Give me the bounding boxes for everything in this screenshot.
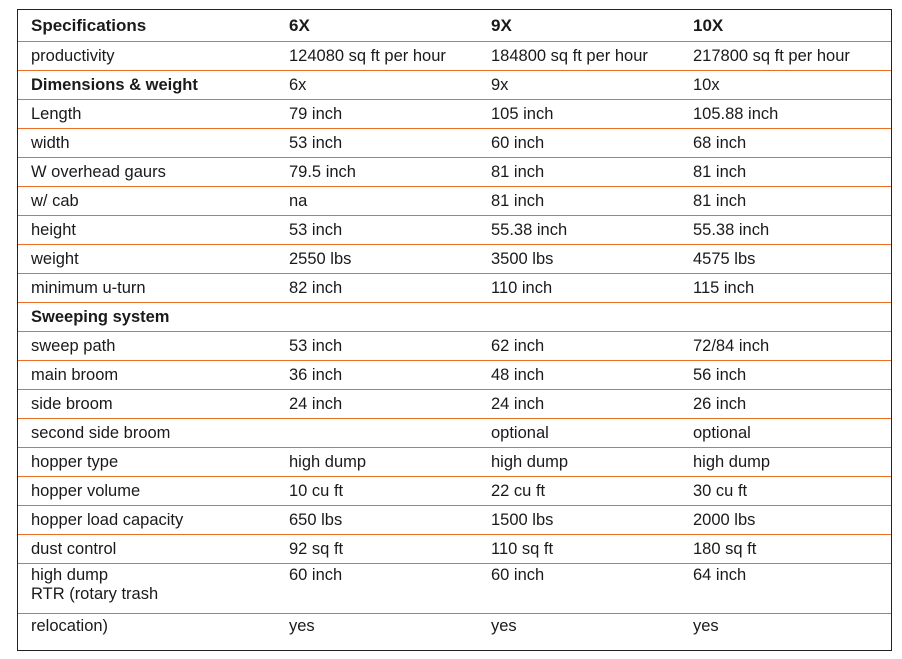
value-10x: 105.88 inch bbox=[681, 100, 891, 129]
section-label: Sweeping system bbox=[18, 303, 277, 332]
value-9x: high dump bbox=[479, 448, 681, 477]
value-6x: 650 lbs bbox=[277, 506, 479, 535]
value-10x: 64 inch bbox=[681, 564, 891, 614]
value-9x bbox=[479, 303, 681, 332]
table-row bbox=[18, 361, 891, 390]
table-row bbox=[18, 42, 891, 71]
specifications-table bbox=[18, 10, 891, 638]
value-9x: 22 cu ft bbox=[479, 477, 681, 506]
value-9x: 81 inch bbox=[479, 158, 681, 187]
value-6x: 124080 sq ft per hour bbox=[277, 42, 479, 71]
value-10x: 2000 lbs bbox=[681, 506, 891, 535]
value-10x: 55.38 inch bbox=[681, 216, 891, 245]
value-6x: yes bbox=[289, 616, 315, 635]
header-6x: 6X bbox=[277, 10, 479, 42]
value-6x: 60 inch bbox=[277, 564, 479, 614]
value-9x: 9x bbox=[479, 71, 681, 100]
section-row-dimensions bbox=[18, 71, 891, 100]
row-label: w/ cab bbox=[18, 187, 277, 216]
row-label-line-2: RTR (rotary trash bbox=[31, 585, 159, 603]
value-10x: 30 cu ft bbox=[681, 477, 891, 506]
row-label: side broom bbox=[18, 390, 277, 419]
value-10x: yes bbox=[693, 616, 719, 635]
value-10x: 81 inch bbox=[681, 158, 891, 187]
row-label: height bbox=[18, 216, 277, 245]
value-6x: 24 inch bbox=[277, 390, 479, 419]
value-10x: 72/84 inch bbox=[681, 332, 891, 361]
table-row bbox=[18, 245, 891, 274]
value-6x: 36 inch bbox=[277, 361, 479, 390]
value-10x: 10x bbox=[681, 71, 891, 100]
table-row bbox=[18, 187, 891, 216]
value-9x: 110 sq ft bbox=[479, 535, 681, 564]
header-specifications: Specifications bbox=[18, 10, 277, 42]
value-6x bbox=[277, 303, 479, 332]
value-9x: 48 inch bbox=[479, 361, 681, 390]
header-9x: 9X bbox=[479, 10, 681, 42]
value-9x: 110 inch bbox=[479, 274, 681, 303]
value-10x: 180 sq ft bbox=[681, 535, 891, 564]
table-row bbox=[18, 332, 891, 361]
value-6x bbox=[277, 419, 479, 448]
row-label: minimum u-turn bbox=[18, 274, 277, 303]
value-6x: 6x bbox=[277, 71, 479, 100]
value-10x: 217800 sq ft per hour bbox=[681, 42, 891, 71]
row-label: hopper load capacity bbox=[18, 506, 277, 535]
value-10x bbox=[681, 303, 891, 332]
value-10x: 115 inch bbox=[681, 274, 891, 303]
table-row bbox=[18, 100, 891, 129]
value-6x: 53 inch bbox=[277, 332, 479, 361]
header-10x: 10X bbox=[681, 10, 891, 42]
table-row bbox=[18, 216, 891, 245]
value-10x: optional bbox=[681, 419, 891, 448]
value-9x: 62 inch bbox=[479, 332, 681, 361]
table-row bbox=[18, 419, 891, 448]
row-label: main broom bbox=[18, 361, 277, 390]
table-row bbox=[18, 506, 891, 535]
row-label: weight bbox=[18, 245, 277, 274]
row-label: relocation) bbox=[31, 616, 109, 635]
table-header-row bbox=[18, 10, 891, 42]
value-10x: high dump bbox=[681, 448, 891, 477]
row-label: dust control bbox=[18, 535, 277, 564]
value-9x: 184800 sq ft per hour bbox=[479, 42, 681, 71]
table-row bbox=[18, 448, 891, 477]
value-6x: 92 sq ft bbox=[277, 535, 479, 564]
spec-sheet bbox=[17, 9, 892, 651]
table-row bbox=[18, 477, 891, 506]
value-6x: 79 inch bbox=[277, 100, 479, 129]
table-row bbox=[18, 614, 891, 639]
table-row bbox=[18, 390, 891, 419]
row-label: sweep path bbox=[18, 332, 277, 361]
value-9x: 55.38 inch bbox=[479, 216, 681, 245]
row-label: width bbox=[18, 129, 277, 158]
value-9x: 3500 lbs bbox=[479, 245, 681, 274]
value-10x: 81 inch bbox=[681, 187, 891, 216]
row-label: hopper type bbox=[18, 448, 277, 477]
value-6x: na bbox=[277, 187, 479, 216]
value-9x: 81 inch bbox=[479, 187, 681, 216]
value-6x: 2550 lbs bbox=[277, 245, 479, 274]
row-label: Length bbox=[18, 100, 277, 129]
value-9x: 24 inch bbox=[479, 390, 681, 419]
value-9x: yes bbox=[491, 616, 517, 635]
row-label: second side broom bbox=[18, 419, 277, 448]
value-6x: 82 inch bbox=[277, 274, 479, 303]
value-6x: high dump bbox=[277, 448, 479, 477]
value-6x: 10 cu ft bbox=[277, 477, 479, 506]
row-label bbox=[18, 564, 277, 614]
value-9x: 105 inch bbox=[479, 100, 681, 129]
section-label: Dimensions & weight bbox=[18, 71, 277, 100]
table-row bbox=[18, 274, 891, 303]
table-row bbox=[18, 535, 891, 564]
table-row bbox=[18, 158, 891, 187]
section-row-sweeping bbox=[18, 303, 891, 332]
row-label: W overhead gaurs bbox=[18, 158, 277, 187]
value-9x: optional bbox=[479, 419, 681, 448]
row-label-line-1: high dump bbox=[31, 566, 109, 584]
table-row bbox=[18, 564, 891, 614]
value-6x: 53 inch bbox=[277, 216, 479, 245]
value-10x: 4575 lbs bbox=[681, 245, 891, 274]
value-6x: 79.5 inch bbox=[277, 158, 479, 187]
value-6x: 53 inch bbox=[277, 129, 479, 158]
row-label: hopper volume bbox=[18, 477, 277, 506]
value-9x: 60 inch bbox=[479, 129, 681, 158]
value-9x: 1500 lbs bbox=[479, 506, 681, 535]
value-10x: 26 inch bbox=[681, 390, 891, 419]
row-label: productivity bbox=[18, 42, 277, 71]
value-9x: 60 inch bbox=[479, 564, 681, 614]
value-10x: 68 inch bbox=[681, 129, 891, 158]
value-10x: 56 inch bbox=[681, 361, 891, 390]
table-row bbox=[18, 129, 891, 158]
